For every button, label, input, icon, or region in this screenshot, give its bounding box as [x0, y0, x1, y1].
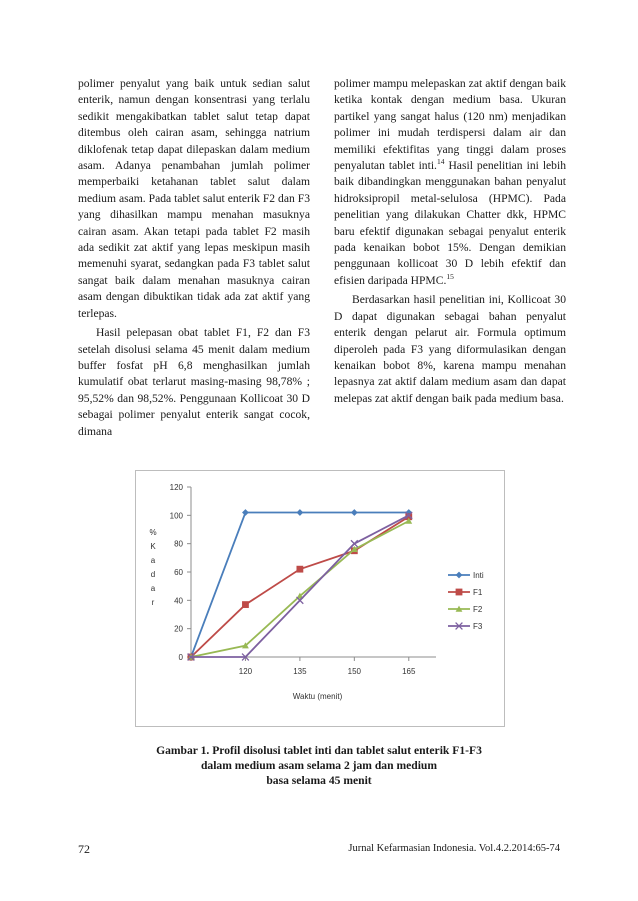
body-paragraph: Hasil pelepasan obat tablet F1, F2 dan F3 setelah disolusi selama 45 menit dalam medium buffer fosfat pH 6,8 menghasilkan jumlah kumulatif obat terlarut masing-masing 98,78% ; 95,52% dan 98,52%. Penggunaan Kollicoat 30 D sebagai polimer penyalut enterik sangat cocok, dimana: [78, 326, 310, 438]
citation-ref: 14: [436, 157, 445, 167]
data-point: [242, 509, 249, 516]
legend-label: Inti: [473, 571, 484, 580]
legend-label: F1: [473, 588, 483, 597]
y-axis-label-char: K: [150, 542, 156, 551]
caption-line: Gambar 1. Profil disolusi tablet inti dan tablet salut enterik F1-F3: [156, 744, 482, 757]
body-text: Hasil penelitian ini lebih baik dibandingkan menggunakan bahan penyalut hidroksipropil metal-selulosa (HPMC). Pada penelitian yang dilakukan Chatter dkk, HPMC baru efektif digunakan sebagai penyalut enterik pada kenaikan bobot 15%. Dengan demikian penggunaan kollicoat 30 D lebih efektif dan efisien daripada HPMC.: [334, 159, 566, 287]
data-point: [242, 601, 249, 608]
x-tick-label: 150: [347, 667, 362, 676]
x-tick-label: 120: [238, 667, 253, 676]
body-paragraph: polimer penyalut yang baik untuk sedian salut enterik, namun dengan konsentrasi yang terlalu sedikit mengakibatkan tablet salut tetap dapat ditembus oleh cairan asam, sehingga natrium diklofenak tetap dapat dilepaskan dalam medium asam. Adanya penambahan jumlah polimer memperbaiki ketahanan tablet salut dalam medium asam. Pada tablet salut enterik F2 dan F3 yang dihasilkan mampu menahan masuknya cairan asam. Akan tetapi pada tablet F2 masih ada sedikit zat aktif yang lepas meskipun masih memenuhi syarat, sedangkan pada F3 tablet salut sangat baik dalam menahan masuknya cairan asam dengan dibuktikan tidak ada zat aktif yang terlepas.: [78, 77, 310, 320]
citation-ref: 15: [446, 272, 454, 282]
y-tick-label: 0: [178, 653, 183, 662]
body-text: polimer mampu melepaskan zat aktif dengan baik ketika kontak dengan medium basa. Ukuran partikel yang sangat halus (120 nm) menjadikan polimer ini mudah terdispersi dalam air dan memiliki efektifitas yang tinggi dalam proses penyalutan tablet inti.: [334, 77, 566, 173]
data-point: [456, 589, 463, 596]
x-axis-label: Waktu (menit): [292, 692, 343, 701]
page-number: 72: [78, 842, 90, 856]
y-axis-label-char: r: [151, 598, 155, 607]
body-paragraph: Berdasarkan hasil penelitian ini, Kollicoat 30 D dapat digunakan sebagai bahan penyalut enterik dengan pelarut air. Formula optimum diperoleh pada F3 yang diformulasikan dengan kenaikan bobot 8%, karena mampu menahan lepasnya zat aktif dalam medium asam dan dapat melepas zat aktif dengan baik pada medium basa.: [334, 293, 566, 405]
left-text-column: [78, 76, 310, 440]
right-text-column: [334, 76, 566, 407]
y-tick-label: 60: [174, 568, 183, 577]
x-tick-label: 135: [293, 667, 307, 676]
journal-reference: Jurnal Kefarmasian Indonesia. Vol.4.2.2014:65-74: [348, 843, 560, 854]
caption-line: dalam medium asam selama 2 jam dan medium: [200, 759, 438, 772]
y-tick-label: 40: [174, 596, 183, 606]
y-axis-label-char: a: [150, 584, 156, 593]
caption-line: basa selama 45 menit: [266, 774, 372, 787]
data-point: [296, 509, 303, 516]
data-point: [456, 572, 463, 579]
body-paragraph: [334, 76, 566, 289]
y-tick-label: 100: [169, 511, 183, 521]
legend-label: F3: [473, 622, 483, 631]
figure-caption: [100, 743, 538, 788]
y-axis-label-char: d: [150, 570, 156, 579]
y-tick-label: 20: [174, 624, 183, 634]
legend-label: F2: [473, 605, 483, 614]
series-line: [191, 513, 409, 658]
series-line: [191, 521, 409, 657]
data-point: [296, 566, 303, 573]
y-tick-label: 80: [174, 539, 183, 549]
y-tick-label: 120: [169, 483, 183, 492]
y-axis-label-char: a: [150, 556, 156, 565]
dissolution-chart: [136, 471, 504, 726]
y-axis-label-char: %: [149, 528, 157, 537]
data-point: [351, 509, 358, 516]
dissolution-chart-figure: [135, 470, 505, 727]
x-tick-label: 165: [402, 667, 416, 676]
